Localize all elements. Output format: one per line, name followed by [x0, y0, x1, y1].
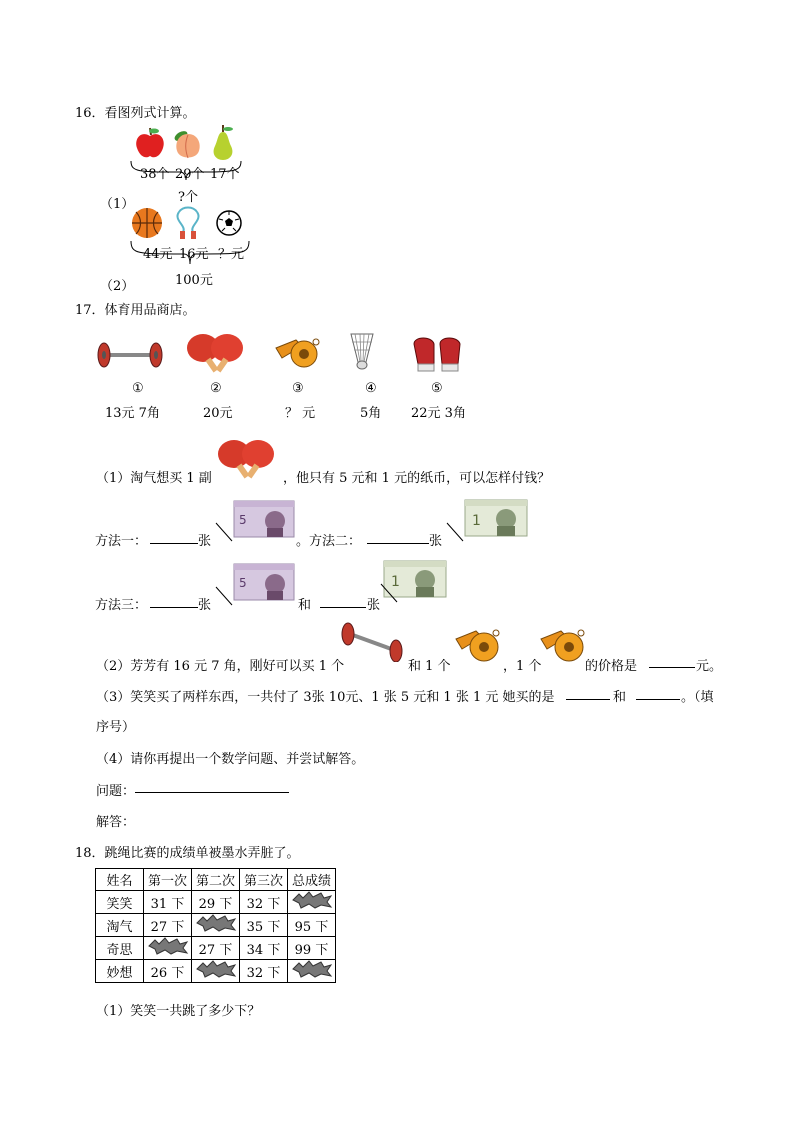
method1-label: 方法一： — [95, 534, 148, 549]
item-price-whistle: ？ 元 — [285, 406, 316, 421]
item-price-paddles: 20元 — [203, 406, 233, 421]
score-cell: 35 下 — [240, 914, 288, 937]
q17-sub3-c: 。（填 — [681, 690, 714, 705]
item-total: 100元 — [175, 273, 213, 288]
score-cell: 34 下 — [240, 937, 288, 960]
q17-sub2-b: 和 1 个 — [408, 659, 451, 674]
fruit-label-1: 38个 — [140, 167, 170, 182]
barbell-icon — [96, 338, 164, 372]
table-row — [96, 937, 336, 960]
item-price-3: ？元 — [218, 247, 245, 262]
q17-sub1-b: ，他只有 5 元和 1 元的纸币，可以怎样付钱？ — [283, 471, 551, 486]
method2-blank[interactable] — [367, 529, 429, 544]
method3-blank-a[interactable] — [150, 593, 198, 608]
whistle-price-blank[interactable] — [649, 653, 695, 668]
score-cell: 32 下 — [240, 891, 288, 914]
item-price-barbell: 13元 7角 — [105, 406, 160, 421]
svg-text:5: 5 — [239, 513, 247, 527]
jump-rope-icon — [171, 206, 205, 240]
q16-part1-label: （1） — [100, 197, 135, 212]
score-cell: 27 下 — [144, 914, 192, 937]
question-blank[interactable] — [135, 778, 289, 793]
header-cell: 总成绩 — [288, 869, 336, 891]
ink-blot-cell — [288, 891, 336, 914]
ink-blot-cell — [192, 960, 240, 983]
pear-icon — [208, 124, 238, 162]
ink-blot-icon — [291, 891, 333, 909]
question-label: 问题： — [96, 784, 136, 799]
whistle-icon — [272, 336, 322, 372]
shuttlecock-icon — [348, 332, 376, 372]
whistle-icon — [452, 627, 502, 667]
slash-divider — [445, 521, 465, 543]
svg-text:5: 5 — [239, 576, 247, 590]
header-cell: 姓名 — [96, 869, 144, 891]
method3-and: 和 — [298, 598, 312, 613]
q17-sub2-d: 的价格是 — [585, 659, 638, 674]
table-row — [96, 960, 336, 983]
q16-part2-label: （2） — [100, 279, 135, 294]
name-cell: 妙想 — [96, 960, 144, 983]
slash-divider — [379, 582, 399, 604]
q17-sub3-b: 和 — [613, 690, 627, 705]
header-cell: 第二次 — [192, 869, 240, 891]
brace-1 — [128, 160, 244, 182]
table-row — [96, 891, 336, 914]
pingpong-paddles-icon — [183, 332, 249, 374]
score-cell: 26 下 — [144, 960, 192, 983]
ink-blot-icon — [291, 960, 333, 978]
item-price-gloves: 22元 3角 — [411, 406, 466, 421]
item-choice-blank-2[interactable] — [636, 685, 680, 700]
method2-label: 。方法二： — [296, 534, 362, 549]
svg-text:1: 1 — [472, 513, 481, 529]
method3-unit-b: 张 — [367, 598, 381, 613]
q17-sub3-d: 序号） — [96, 720, 136, 735]
barbell-icon — [338, 622, 406, 662]
item-choice-blank-1[interactable] — [566, 685, 610, 700]
q17-sub1-a: （1）淘气想买 1 副 — [96, 471, 212, 486]
ink-blot-cell — [288, 960, 336, 983]
method3-unit-a: 张 — [198, 598, 212, 613]
apple-icon — [134, 126, 166, 160]
svg-text:1: 1 — [391, 574, 400, 590]
item-num-4: ④ — [365, 381, 377, 396]
table-header-row — [96, 869, 336, 891]
q17-sub2-c: ，1 个 — [503, 659, 542, 674]
ink-blot-icon — [195, 914, 237, 932]
item-num-1: ① — [132, 381, 144, 396]
slash-divider — [214, 521, 234, 543]
item-price-1: 44元 — [143, 247, 173, 262]
ink-blot-icon — [195, 960, 237, 978]
fruit-label-2: 29个 — [175, 167, 205, 182]
basketball-icon — [130, 206, 164, 240]
peach-icon — [172, 128, 204, 160]
score-cell: 31 下 — [144, 891, 192, 914]
score-cell: 27 下 — [192, 937, 240, 960]
score-cell: 32 下 — [240, 960, 288, 983]
brace-2 — [128, 240, 252, 266]
score-table — [95, 868, 336, 983]
q17-title: 17．体育用品商店。 — [75, 303, 196, 318]
item-num-5: ⑤ — [431, 381, 443, 396]
method3-label: 方法三： — [95, 598, 148, 613]
item-num-2: ② — [210, 381, 222, 396]
table-row — [96, 914, 336, 937]
q17-sub3-a: （3）笑笑买了两样东西，一共付了 3张 10元、1 张 5 元和 1 张 1 元 她买的是 — [96, 690, 555, 705]
score-cell: 99 下 — [288, 937, 336, 960]
ink-blot-icon — [147, 937, 189, 955]
q17-sub2-a: （2）芳芳有 16 元 7 角，刚好可以买 1 个 — [96, 659, 345, 674]
item-num-3: ③ — [292, 381, 304, 396]
boxing-gloves-icon — [410, 334, 466, 374]
q18-sub1: （1）笑笑一共跳了多少下？ — [96, 1004, 261, 1019]
method1-unit: 张 — [198, 534, 212, 549]
slash-divider — [214, 585, 234, 607]
whistle-icon — [537, 627, 587, 667]
q18-title: 18．跳绳比赛的成绩单被墨水弄脏了。 — [75, 846, 300, 861]
pingpong-paddles-icon — [214, 438, 280, 480]
method3-blank-b[interactable] — [320, 593, 366, 608]
soccer-ball-icon — [215, 209, 243, 237]
score-cell: 95 下 — [288, 914, 336, 937]
fruit-label-3: 17个 — [210, 167, 240, 182]
header-cell: 第一次 — [144, 869, 192, 891]
name-cell: 奇思 — [96, 937, 144, 960]
one-yuan-note-icon — [464, 499, 528, 537]
name-cell: 淘气 — [96, 914, 144, 937]
answer-label: 解答： — [96, 815, 136, 830]
name-cell: 笑笑 — [96, 891, 144, 914]
item-price-2: 16元 — [179, 247, 209, 262]
item-price-shuttlecock: 5角 — [360, 406, 382, 421]
method1-blank[interactable] — [150, 529, 198, 544]
q17-sub2-e: 元。 — [696, 659, 723, 674]
header-cell: 第三次 — [240, 869, 288, 891]
method2-unit: 张 — [429, 534, 443, 549]
score-cell: 29 下 — [192, 891, 240, 914]
ink-blot-cell — [144, 937, 192, 960]
ink-blot-cell — [192, 914, 240, 937]
q17-sub4: （4）请你再提出一个数学问题、并尝试解答。 — [96, 752, 365, 767]
q16-title: 16．看图列式计算。 — [75, 106, 196, 121]
fruit-total: ?个 — [178, 190, 198, 205]
five-yuan-note-icon — [233, 500, 295, 538]
five-yuan-note-icon — [233, 563, 295, 601]
